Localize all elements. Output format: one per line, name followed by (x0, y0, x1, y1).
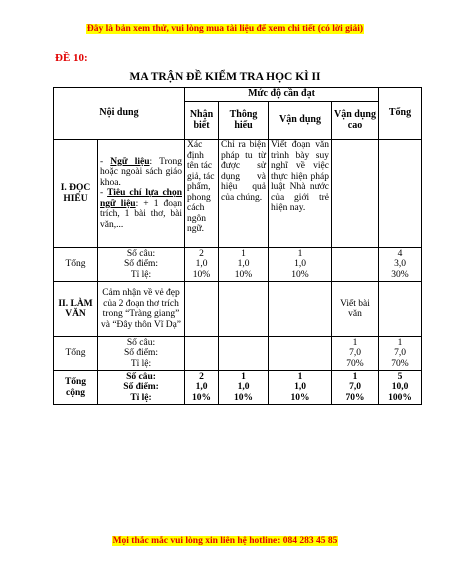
section-writing-label: II. LÀM VĂN (54, 282, 98, 337)
material-text: : Trong hoặc ngoài sách giáo khoa. (100, 156, 182, 188)
total2-apply-high: 1 7,0 70% (332, 337, 379, 371)
reading-apply-cell: Viết đoạn văn trình bày suy nghĩ về việc thực hiện pháp luật Nhà nước của giới trẻ hiện nay. (269, 140, 332, 248)
section-reading-label: I. ĐỌC HIỂU (54, 140, 98, 248)
writing-apply-cell (269, 282, 332, 337)
total2-label: Tổng (54, 337, 98, 371)
grand-total: 5 10,0 100% (379, 371, 422, 405)
bottom-banner-text: Mọi thắc mắc vui lòng xin liên hệ hotline: 084 283 45 85 (112, 536, 338, 546)
total1-apply: 1 1,0 10% (269, 248, 332, 282)
header-apply: Vận dụng (269, 102, 332, 140)
top-banner-text: Đây là bản xem thử, vui lòng mua tài liệu để xem chi tiết (có lời giải) (86, 24, 364, 34)
total2-row-labels: Số câu: Số điểm: Tỉ lệ: (98, 337, 185, 371)
grand-row-labels: Số câu: Số điểm: Tỉ lệ: (98, 371, 185, 405)
reading-total-cell (379, 140, 422, 248)
writing-apply-high-cell: Viết bài văn (332, 282, 379, 337)
header-content: Nội dung (54, 88, 185, 140)
writing-recognize-cell (185, 282, 219, 337)
top-banner (0, 24, 450, 34)
reading-understand-cell: Chỉ ra biện pháp tu từ được sử dụng và hiệu quả của chúng. (219, 140, 269, 248)
grand-recognize: 2 1,0 10% (185, 371, 219, 405)
total1-recognize: 2 1,0 10% (185, 248, 219, 282)
writing-total-cell (379, 282, 422, 337)
total1-row-labels: Số câu: Số điểm: Tỉ lệ: (98, 248, 185, 282)
exam-matrix-table (53, 87, 422, 405)
reading-apply-high-cell (332, 140, 379, 248)
document-title: MA TRẬN ĐỀ KIỂM TRA HỌC KÌ II (129, 71, 321, 83)
grand-apply: 1 1,0 10% (269, 371, 332, 405)
grand-apply-high: 1 7,0 70% (332, 371, 379, 405)
material-title: Ngữ liệu (110, 156, 150, 167)
criteria-title: Tiêu chí lựa chọn ngữ liệu (100, 188, 182, 209)
total1-label: Tổng (54, 248, 98, 282)
reading-recognize-cell: Xác định tên tác giả, tác phẩm, phong cách ngôn ngữ. (185, 140, 219, 248)
total1-understand: 1 1,0 10% (219, 248, 269, 282)
header-recognize: Nhận biết (185, 102, 219, 140)
total2-recognize (185, 337, 219, 371)
total2-apply (269, 337, 332, 371)
exam-label: ĐỀ 10: (55, 52, 88, 64)
criteria-text: : + 1 đoạn trích, 1 bài thơ, bài văn,... (100, 198, 183, 230)
header-level: Mức độ cần đạt (185, 88, 379, 102)
bottom-banner (0, 536, 450, 546)
section-writing-content: Cảm nhận về vẻ đẹp của 2 đoạn thơ trích trong “Tràng giang” và “Đây thôn Vĩ Dạ” (98, 282, 185, 337)
section-reading-content: - Ngữ liệu: Trong hoặc ngoài sách giáo khoa. - Tiêu chí lựa chọn ngữ liệu: + 1 đoạn trích, 1 bài thơ, bài văn,... (98, 140, 185, 248)
header-apply-high: Vận dụng cao (332, 102, 379, 140)
total1-apply-high (332, 248, 379, 282)
header-understand: Thông hiểu (219, 102, 269, 140)
grand-total-label: Tổng cộng (54, 371, 98, 405)
writing-understand-cell (219, 282, 269, 337)
header-total: Tổng (379, 88, 422, 140)
total1-total: 4 3,0 30% (379, 248, 422, 282)
total2-total: 1 7,0 70% (379, 337, 422, 371)
total2-understand (219, 337, 269, 371)
grand-understand: 1 1,0 10% (219, 371, 269, 405)
